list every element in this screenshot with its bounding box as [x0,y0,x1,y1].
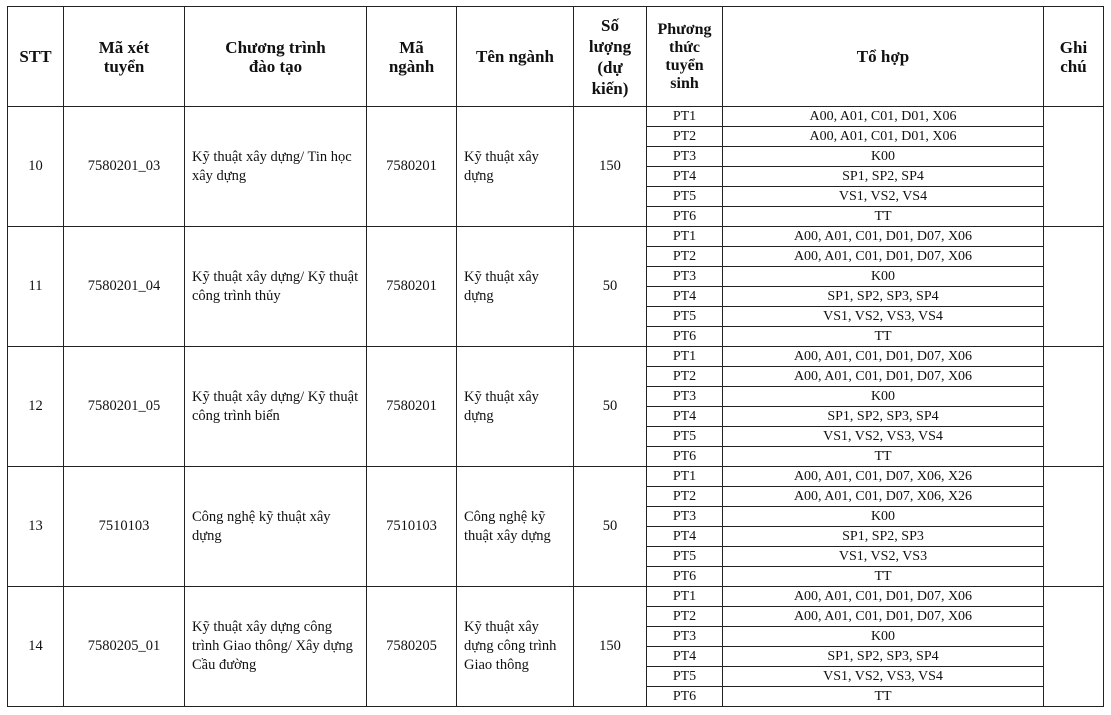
table-row [8,467,1104,487]
phuong-thuc-cell: PT6 [647,687,723,707]
ghi-chu-cell [1044,347,1104,467]
phuong-thuc-cell: PT2 [647,607,723,627]
chuong-trinh-cell: Kỹ thuật xây dựng/ Tin học xây dựng [185,107,367,227]
to-hop-cell: A00, A01, C01, D01, D07, X06 [723,347,1044,367]
chuong-trinh-cell: Kỹ thuật xây dựng công trình Giao thông/ Xây dựng Cầu đường [185,587,367,707]
ghi-chu-cell [1044,227,1104,347]
header-ghi-chu [1044,7,1104,107]
admissions-table [7,6,1104,707]
phuong-thuc-cell: PT4 [647,287,723,307]
ghi-chu-cell [1044,467,1104,587]
header-to-hop: Tổ hợp [723,7,1044,107]
to-hop-cell: K00 [723,267,1044,287]
ten-nganh-cell: Kỹ thuật xây dựng [457,227,574,347]
header-so-luong-label: Số lượng (dự kiến) [588,15,632,98]
ten-nganh-cell: Kỹ thuật xây dựng [457,107,574,227]
phuong-thuc-cell: PT4 [647,167,723,187]
ma-nganh-cell: 7580201 [367,227,457,347]
phuong-thuc-cell: PT4 [647,647,723,667]
to-hop-cell: SP1, SP2, SP3, SP4 [723,407,1044,427]
header-ma-xet-tuyen [64,7,185,107]
header-stt: STT [8,7,64,107]
to-hop-cell: K00 [723,507,1044,527]
table-row [8,347,1104,367]
chuong-trinh-cell: Kỹ thuật xây dựng/ Kỹ thuật công trình thủy [185,227,367,347]
phuong-thuc-cell: PT5 [647,547,723,567]
stt-cell: 11 [8,227,64,347]
so-luong-cell: 50 [574,347,647,467]
to-hop-cell: K00 [723,627,1044,647]
to-hop-cell: TT [723,327,1044,347]
phuong-thuc-cell: PT3 [647,627,723,647]
to-hop-cell: SP1, SP2, SP3, SP4 [723,647,1044,667]
phuong-thuc-cell: PT3 [647,147,723,167]
ten-nganh-cell: Công nghệ kỹ thuật xây dựng [457,467,574,587]
header-row [8,7,1104,107]
to-hop-cell: K00 [723,147,1044,167]
chuong-trinh-cell: Kỹ thuật xây dựng/ Kỹ thuật công trình biển [185,347,367,467]
phuong-thuc-cell: PT4 [647,407,723,427]
header-ma-xet-tuyen-label: Mã xét tuyển [98,37,150,76]
header-so-luong [574,7,647,107]
ten-nganh-cell: Kỹ thuật xây dựng [457,347,574,467]
phuong-thuc-cell: PT5 [647,427,723,447]
phuong-thuc-cell: PT3 [647,267,723,287]
phuong-thuc-cell: PT4 [647,527,723,547]
admissions-table-wrapper [7,6,1104,707]
phuong-thuc-cell: PT1 [647,107,723,127]
to-hop-cell: TT [723,567,1044,587]
header-chuong-trinh-label: Chương trình đào tạo [225,37,326,76]
ma-xet-tuyen-cell: 7580201_03 [64,107,185,227]
to-hop-cell: TT [723,207,1044,227]
so-luong-cell: 50 [574,227,647,347]
ma-nganh-cell: 7580205 [367,587,457,707]
to-hop-cell: A00, A01, C01, D07, X06, X26 [723,487,1044,507]
so-luong-cell: 50 [574,467,647,587]
to-hop-cell: A00, A01, C01, D01, D07, X06 [723,367,1044,387]
header-chuong-trinh [185,7,367,107]
table-row [8,107,1104,127]
ghi-chu-cell [1044,107,1104,227]
header-ma-nganh [367,7,457,107]
phuong-thuc-cell: PT6 [647,447,723,467]
to-hop-cell: SP1, SP2, SP3, SP4 [723,287,1044,307]
to-hop-cell: A00, A01, C01, D01, D07, X06 [723,227,1044,247]
header-ghi-chu-label: Ghi chú [1059,37,1088,76]
phuong-thuc-cell: PT1 [647,227,723,247]
phuong-thuc-cell: PT6 [647,327,723,347]
phuong-thuc-cell: PT3 [647,387,723,407]
header-phuong-thuc-label: Phương thức tuyển sinh [657,20,712,92]
ghi-chu-cell [1044,587,1104,707]
to-hop-cell: VS1, VS2, VS3, VS4 [723,667,1044,687]
ma-nganh-cell: 7510103 [367,467,457,587]
phuong-thuc-cell: PT1 [647,347,723,367]
stt-cell: 14 [8,587,64,707]
ma-nganh-cell: 7580201 [367,107,457,227]
stt-cell: 12 [8,347,64,467]
to-hop-cell: A00, A01, C01, D01, D07, X06 [723,607,1044,627]
to-hop-cell: SP1, SP2, SP4 [723,167,1044,187]
phuong-thuc-cell: PT6 [647,207,723,227]
header-ma-nganh-label: Mã ngành [388,37,435,76]
so-luong-cell: 150 [574,107,647,227]
to-hop-cell: VS1, VS2, VS4 [723,187,1044,207]
to-hop-cell: K00 [723,387,1044,407]
phuong-thuc-cell: PT6 [647,567,723,587]
to-hop-cell: A00, A01, C01, D01, D07, X06 [723,587,1044,607]
phuong-thuc-cell: PT5 [647,667,723,687]
to-hop-cell: A00, A01, C01, D01, X06 [723,127,1044,147]
to-hop-cell: SP1, SP2, SP3 [723,527,1044,547]
phuong-thuc-cell: PT5 [647,187,723,207]
to-hop-cell: VS1, VS2, VS3, VS4 [723,307,1044,327]
so-luong-cell: 150 [574,587,647,707]
header-ten-nganh: Tên ngành [457,7,574,107]
ma-xet-tuyen-cell: 7580201_05 [64,347,185,467]
header-phuong-thuc [647,7,723,107]
phuong-thuc-cell: PT5 [647,307,723,327]
to-hop-cell: TT [723,447,1044,467]
ten-nganh-cell: Kỹ thuật xây dựng công trình Giao thông [457,587,574,707]
stt-cell: 10 [8,107,64,227]
phuong-thuc-cell: PT1 [647,467,723,487]
ma-xet-tuyen-cell: 7580201_04 [64,227,185,347]
to-hop-cell: VS1, VS2, VS3, VS4 [723,427,1044,447]
to-hop-cell: TT [723,687,1044,707]
ma-xet-tuyen-cell: 7580205_01 [64,587,185,707]
phuong-thuc-cell: PT3 [647,507,723,527]
phuong-thuc-cell: PT2 [647,487,723,507]
chuong-trinh-cell: Công nghệ kỹ thuật xây dựng [185,467,367,587]
to-hop-cell: A00, A01, C01, D01, X06 [723,107,1044,127]
phuong-thuc-cell: PT2 [647,127,723,147]
to-hop-cell: A00, A01, C01, D01, D07, X06 [723,247,1044,267]
table-row [8,227,1104,247]
to-hop-cell: VS1, VS2, VS3 [723,547,1044,567]
ma-nganh-cell: 7580201 [367,347,457,467]
table-body [8,107,1104,707]
ma-xet-tuyen-cell: 7510103 [64,467,185,587]
to-hop-cell: A00, A01, C01, D07, X06, X26 [723,467,1044,487]
phuong-thuc-cell: PT2 [647,367,723,387]
stt-cell: 13 [8,467,64,587]
table-row [8,587,1104,607]
phuong-thuc-cell: PT2 [647,247,723,267]
phuong-thuc-cell: PT1 [647,587,723,607]
